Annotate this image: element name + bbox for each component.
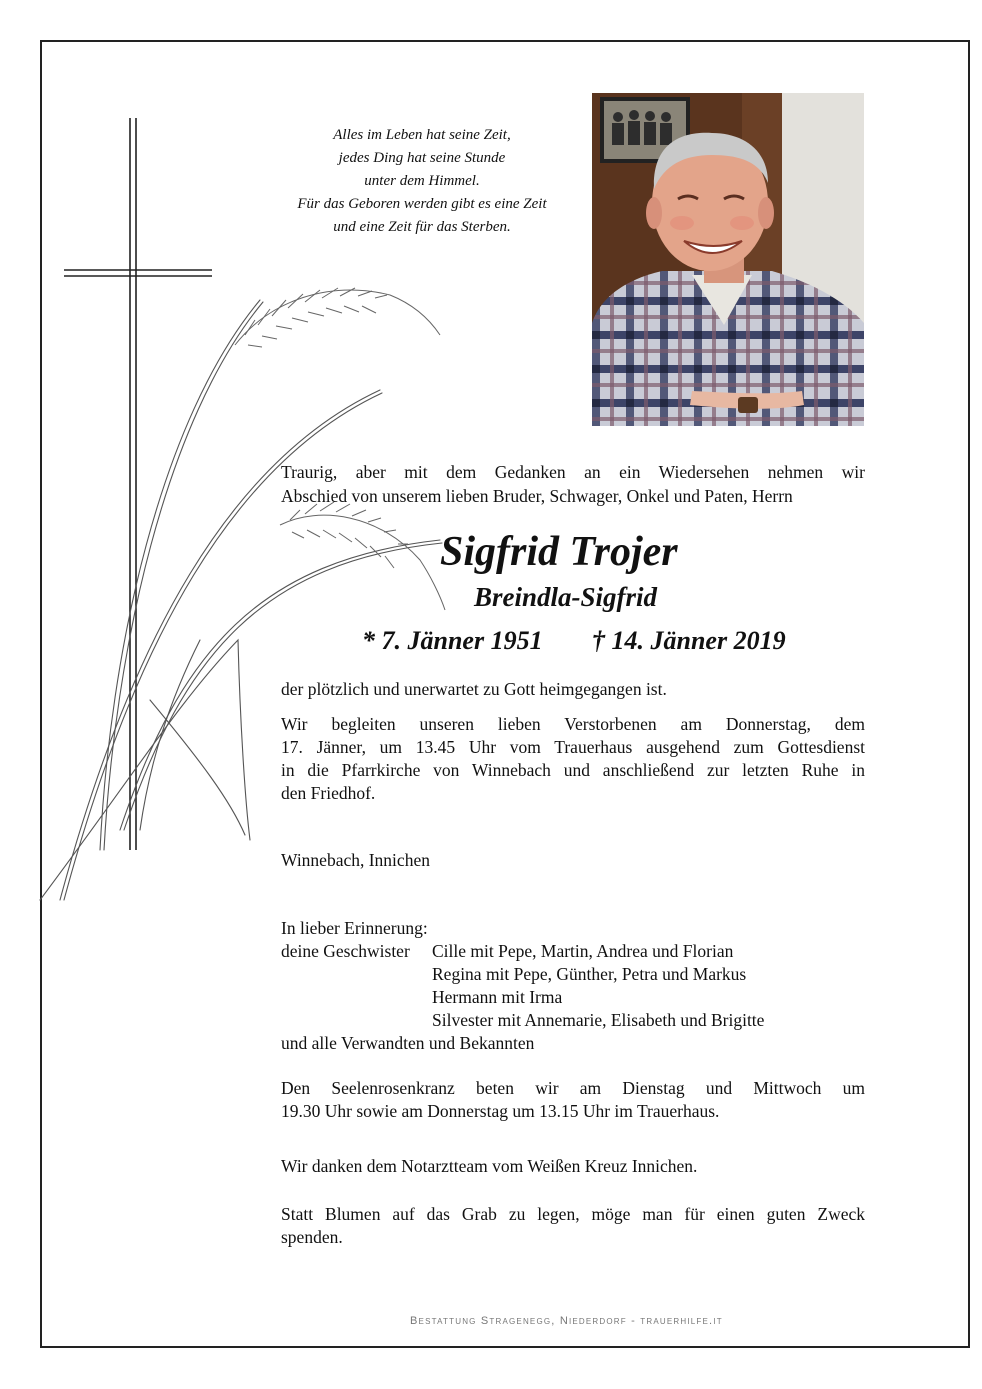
- wheat-stalks-icon: [40, 300, 442, 900]
- wheat-ear-top-icon: [235, 288, 440, 347]
- intro-line: Abschied von unserem lieben Bruder, Schwager, Onkel und Paten, Herrn: [281, 486, 793, 506]
- rosary-text: [281, 1077, 865, 1123]
- deceased-name: Sigfrid Trojer: [440, 529, 678, 575]
- sibling-line: Hermann mit Irma: [432, 987, 563, 1007]
- verse-line: unter dem Himmel.: [364, 173, 480, 189]
- funeral-line: Wir begleiten unseren lieben Verstorbenen am Donnerstag, dem: [281, 714, 865, 734]
- verse-line: und eine Zeit für das Sterben.: [333, 219, 511, 235]
- flowers-line: Statt Blumen auf das Grab zu legen, möge man für einen guten Zweck: [281, 1204, 865, 1224]
- portrait-photo: [592, 93, 864, 426]
- sibling-line: Cille mit Pepe, Martin, Andrea und Florian: [432, 941, 734, 961]
- birth-date: * 7. Jänner 1951: [362, 626, 543, 655]
- rosary-line: 19.30 Uhr sowie am Donnerstag um 13.15 Uhr im Trauerhaus.: [281, 1101, 720, 1121]
- death-date: † 14. Jänner 2019: [592, 626, 786, 655]
- mourners-group-label: deine Geschwister: [281, 941, 410, 961]
- thanks-text: Wir danken dem Notarztteam vom Weißen Kreuz Innichen.: [281, 1156, 698, 1176]
- passing-text: der plötzlich und unerwartet zu Gott heimgegangen ist.: [281, 679, 667, 699]
- deceased-nickname: Breindla-Sigfrid: [474, 582, 658, 612]
- intro-line: Traurig, aber mit dem Gedanken an ein Wiedersehen nehmen wir: [281, 462, 865, 482]
- funeral-line: 17. Jänner, um 13.45 Uhr vom Trauerhaus ausgehend zum Gottesdienst: [281, 737, 865, 757]
- cross-icon: [64, 118, 212, 850]
- funeral-line: in die Pfarrkirche von Winnebach und anschließend zur letzten Ruhe in: [281, 760, 865, 780]
- verse-line: Alles im Leben hat seine Zeit,: [333, 127, 511, 143]
- place-text: Winnebach, Innichen: [281, 850, 430, 870]
- verse-line: Für das Geboren werden gibt es eine Zeit: [297, 196, 547, 212]
- footer-credit: Bestattung Stragenegg, Niederdorf - trauerhilfe.it: [410, 1315, 723, 1327]
- funeral-line: den Friedhof.: [281, 783, 376, 803]
- memorial-verse: [262, 124, 582, 239]
- intro-text: [281, 460, 865, 508]
- mourners-block: [281, 917, 865, 1055]
- flowers-text: [281, 1203, 865, 1249]
- rosary-line: Den Seelenrosenkranz beten wir am Dienstag und Mittwoch um: [281, 1078, 865, 1098]
- sibling-line: Silvester mit Annemarie, Elisabeth und Brigitte: [432, 1010, 765, 1030]
- flowers-line: spenden.: [281, 1227, 343, 1247]
- verse-line: jedes Ding hat seine Stunde: [338, 150, 506, 166]
- wheat-ear-middle-icon: [280, 502, 445, 610]
- mourners-closing: und alle Verwandten und Bekannten: [281, 1033, 535, 1053]
- sibling-line: Regina mit Pepe, Günther, Petra und Markus: [432, 964, 747, 984]
- mourners-heading: In lieber Erinnerung:: [281, 918, 428, 938]
- funeral-text: [281, 713, 865, 805]
